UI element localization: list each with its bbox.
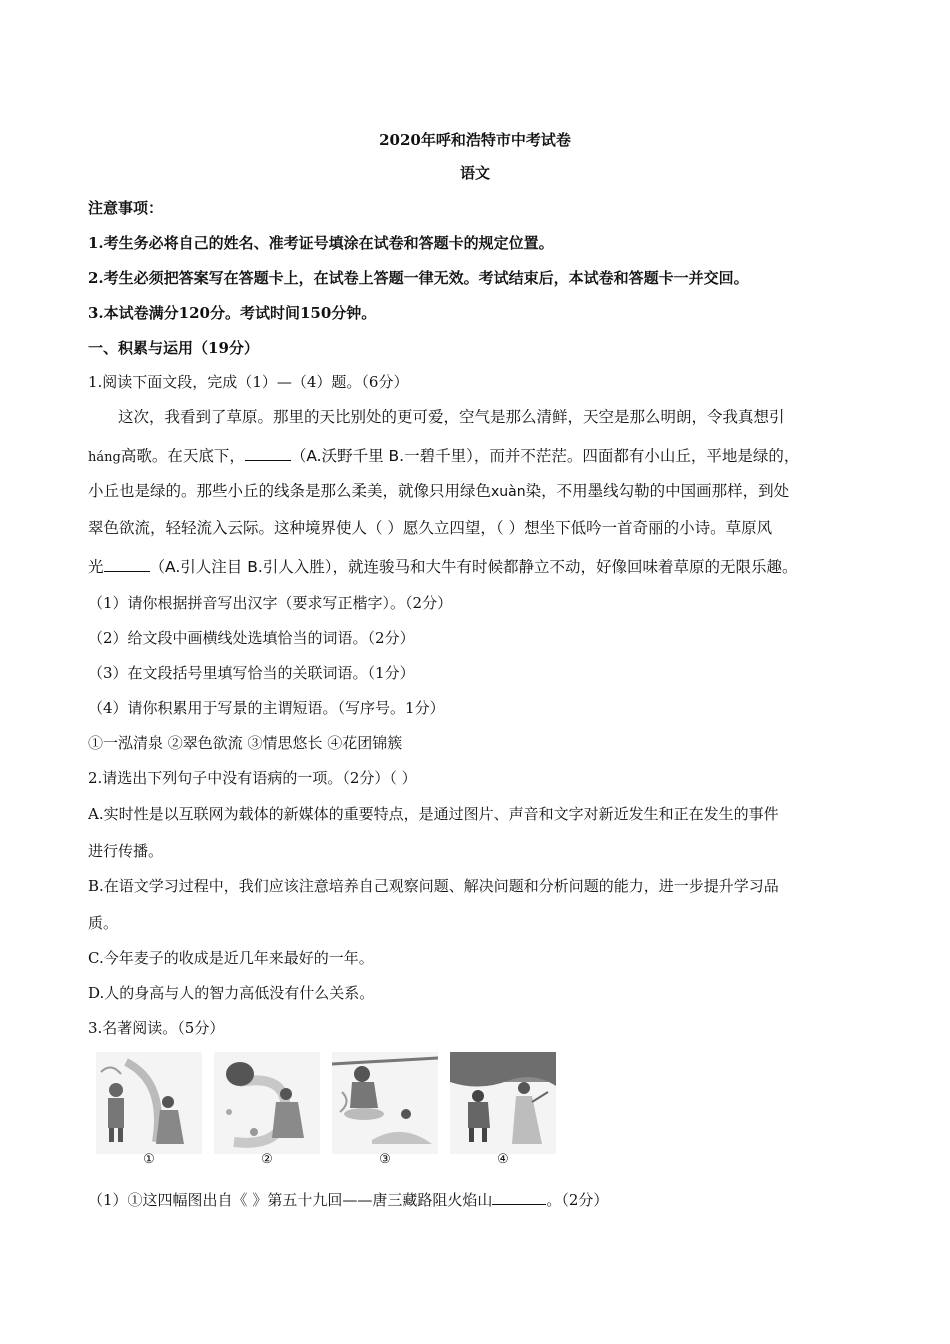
passage-text: 小丘也是绿的。那些小丘的线条是那么柔美，就像只用绿色	[88, 482, 492, 500]
sub-question-text: 。（2分）	[546, 1191, 609, 1209]
passage-text: （A.引人注目 B.引人入胜），就连骏马和大牛有时候都静立不动，好像回味着草原的无限乐趣。	[149, 558, 798, 576]
pinyin: xuàn	[491, 484, 526, 500]
sub-question-text: （1）①这四幅图出自《 》第五十九回——唐三藏路阻火焰山	[88, 1191, 493, 1209]
passage-line	[88, 444, 799, 468]
passage-text: 染，不用墨线勾勒的中国画那样，到处	[525, 482, 790, 500]
sub-question: （3）在文段括号里填写恰当的关联词语。（1分）	[88, 664, 415, 682]
sub-question: （1）请你根据拼音写出汉字（要求写正楷字）。（2分）	[88, 594, 453, 612]
option-list: ①一泓清泉 ②翠色欲流 ③情思悠长 ④花团锦簇	[88, 734, 403, 752]
illustration-4	[450, 1052, 556, 1154]
passage-line	[88, 555, 798, 577]
figure-label: ③	[379, 1152, 391, 1167]
passage-text: 光	[88, 558, 104, 576]
choice-b: B.在语文学习过程中，我们应该注意培养自己观察问题、解决问题和分析问题的能力，进一步提升学习品	[88, 877, 779, 895]
choice-a: A.实时性是以互联网为载体的新媒体的重要特点，是通过图片、声音和文字对新近发生和正在发生的事件	[88, 805, 779, 823]
fill-blank	[104, 555, 150, 572]
passage-text: 高歌。在天底下，	[120, 447, 245, 465]
choice-a-continued: 进行传播。	[88, 842, 164, 860]
question-stem: 3.名著阅读。（5分）	[88, 1019, 225, 1037]
passage-text: （A.沃野千里 B.一碧千里），而并不茫茫。四面都有小山丘，平地是绿的，	[290, 447, 800, 465]
question-stem: 1.阅读下面文段，完成（1）—（4）题。（6分）	[88, 373, 409, 391]
fill-blank	[492, 1188, 546, 1205]
question-stem: 2.请选出下列句子中没有语病的一项。（2分）（ ）	[88, 769, 417, 787]
subject-title: 语文	[459, 164, 490, 182]
sub-question: （2）给文段中画横线处选填恰当的词语。（2分）	[88, 629, 415, 647]
fill-blank	[245, 444, 291, 461]
section-heading: 一、积累与运用（19分）	[88, 339, 259, 357]
sub-question: （4）请你积累用于写景的主谓短语。（写序号。1分）	[88, 699, 445, 717]
figure-label: ④	[497, 1152, 509, 1167]
pinyin: háng	[88, 450, 121, 465]
figure-label: ②	[261, 1152, 273, 1167]
notice-item: 2.考生必须把答案写在答题卡上，在试卷上答题一律无效。考试结束后，本试卷和答题卡一并交回。	[88, 269, 749, 287]
passage-line	[88, 481, 789, 502]
passage-line: 翠色欲流，轻轻流入云际。这种境界使人（ ）愿久立四望，（ ）想坐下低吟一首奇丽的小诗。草原风	[88, 519, 773, 537]
notice-item: 3.本试卷满分120分。考试时间150分钟。	[88, 304, 377, 322]
passage-line: 这次，我看到了草原。那里的天比别处的更可爱，空气是那么清鲜，天空是那么明朗，令我真想引	[118, 408, 785, 426]
choice-c: C.今年麦子的收成是近几年来最好的一年。	[88, 949, 374, 967]
page-title: 2020年呼和浩特市中考试卷	[379, 131, 571, 149]
choice-d: D.人的身高与人的智力高低没有什么关系。	[88, 984, 375, 1002]
sub-question	[88, 1188, 608, 1210]
illustration-2	[214, 1052, 320, 1154]
notice-item: 1.考生务必将自己的姓名、准考证号填涂在试卷和答题卡的规定位置。	[88, 234, 554, 252]
illustration-3	[332, 1052, 438, 1154]
illustration-1	[96, 1052, 202, 1154]
notice-heading: 注意事项：	[88, 199, 164, 217]
figure-label: ①	[143, 1152, 155, 1167]
choice-b-continued: 质。	[88, 914, 119, 932]
